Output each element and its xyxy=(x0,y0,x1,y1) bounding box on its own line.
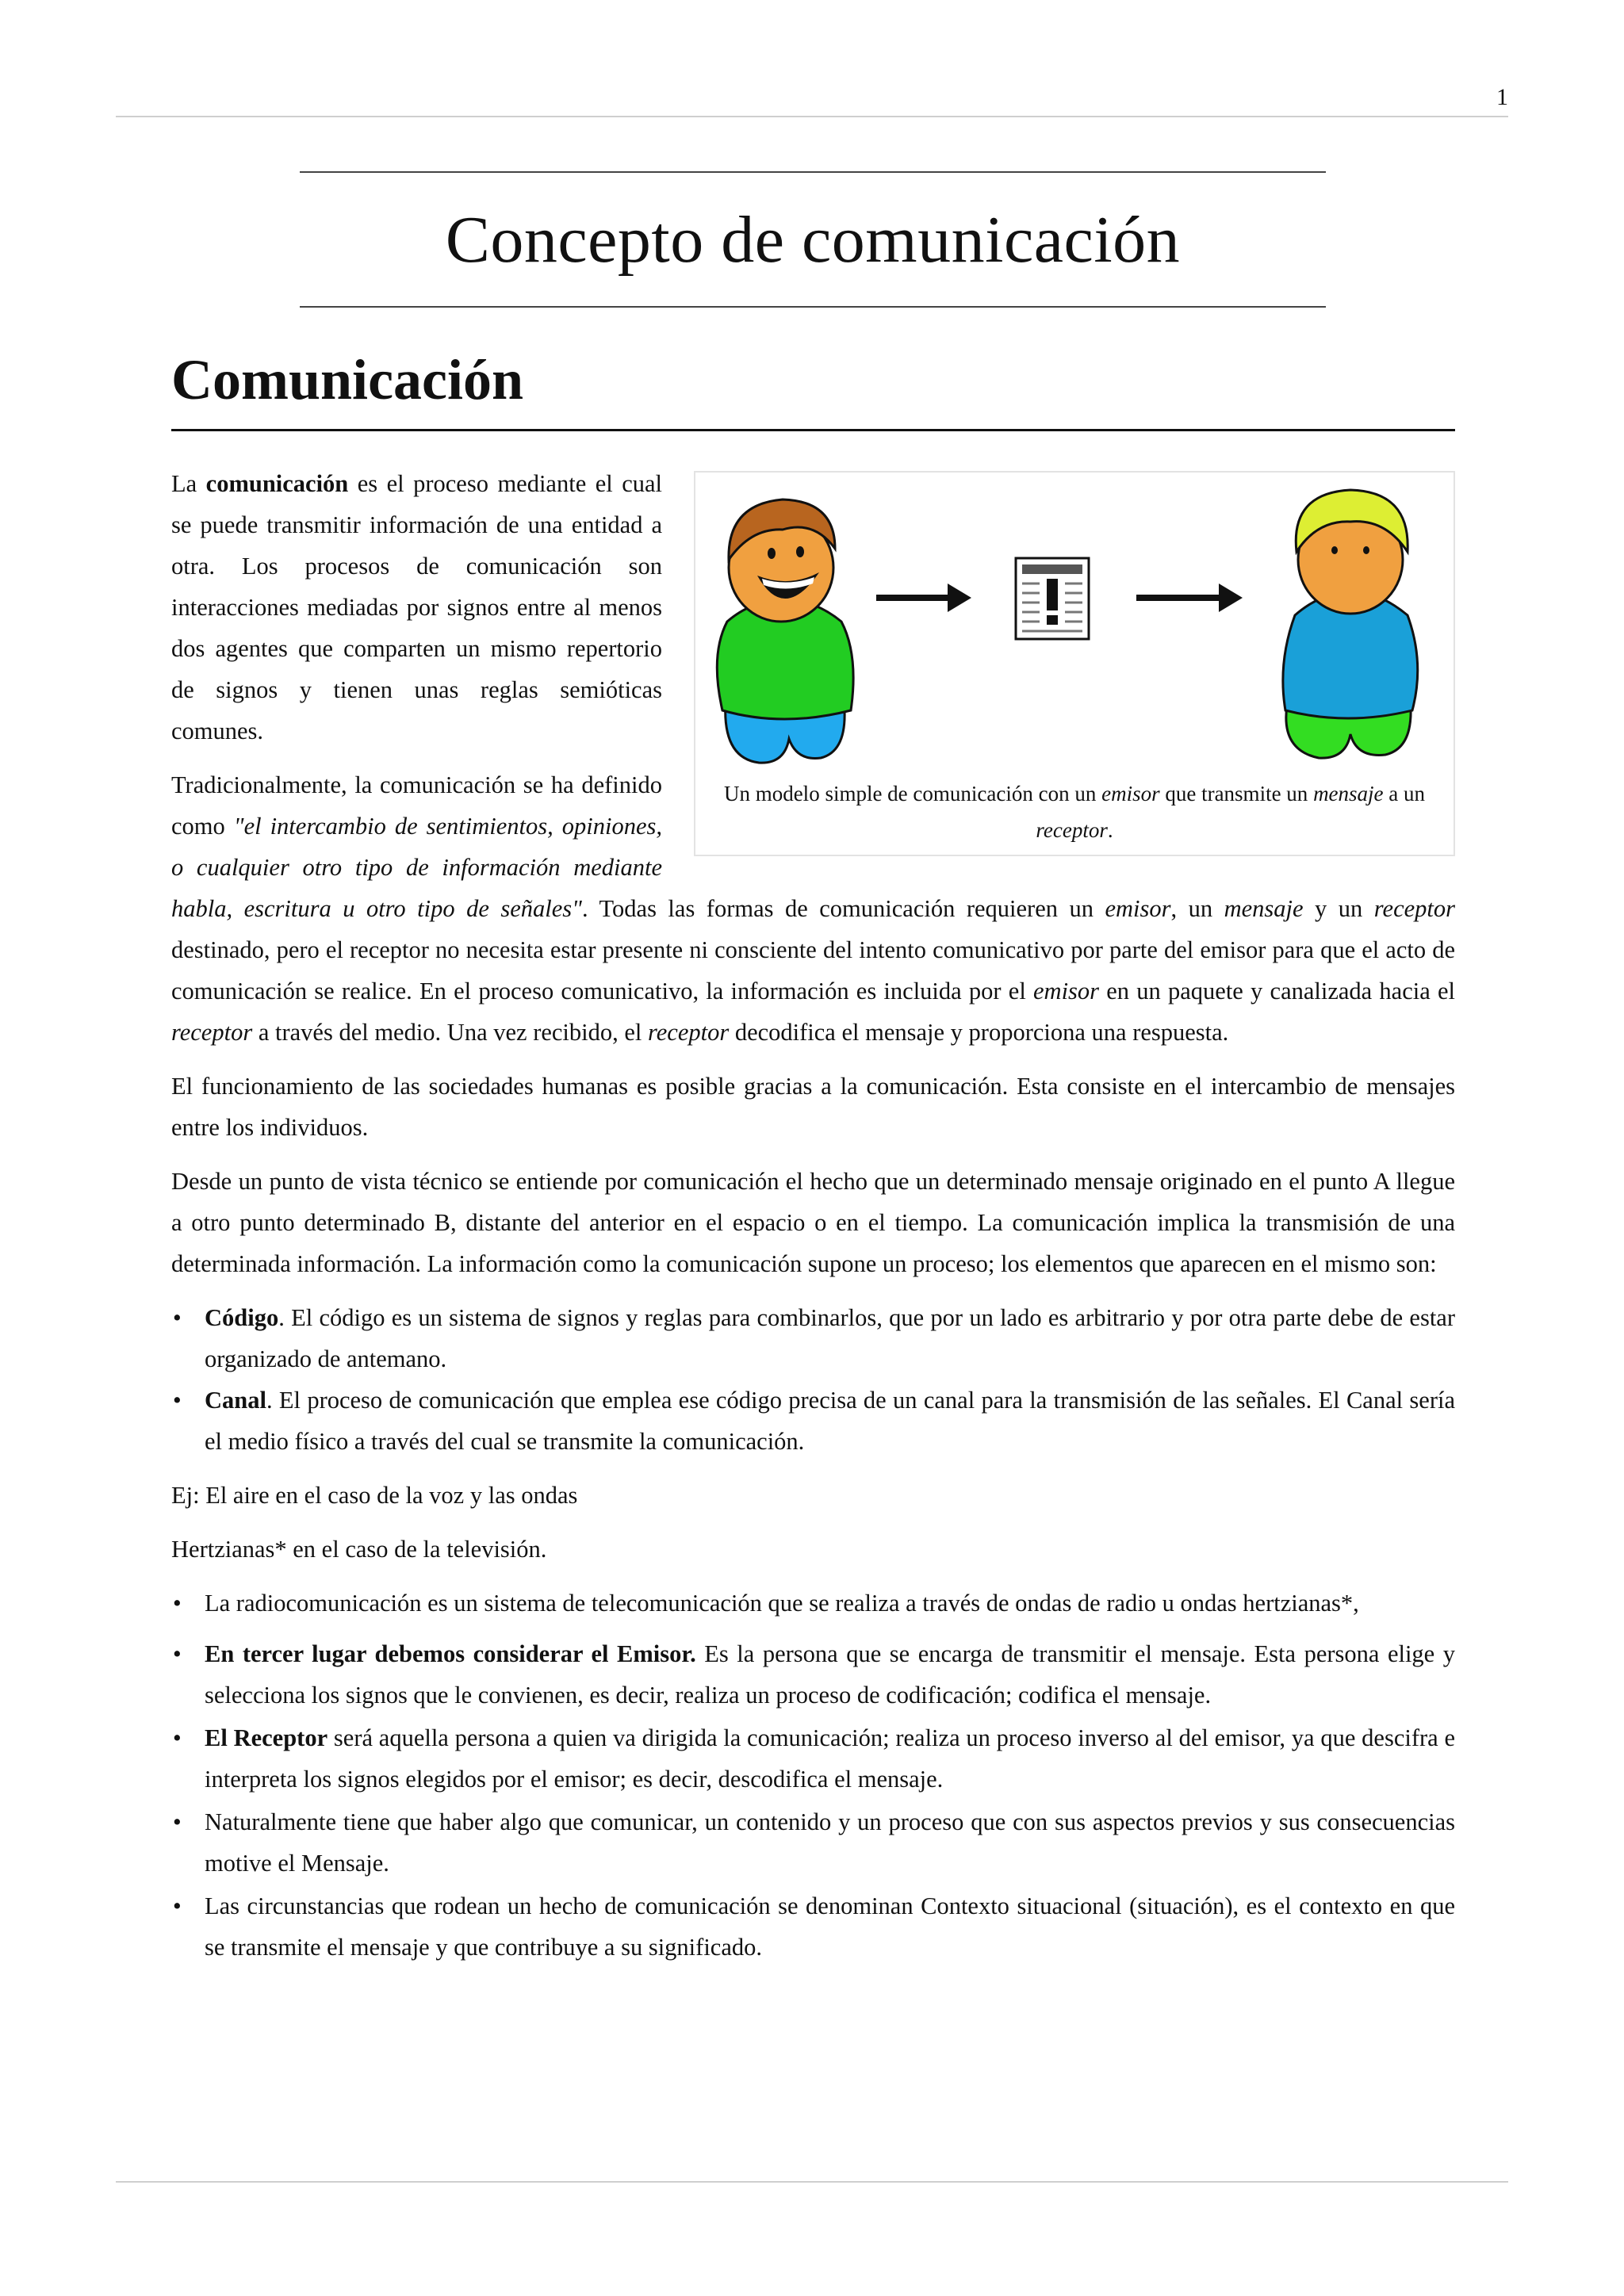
text-run: y un xyxy=(1303,895,1374,922)
receiver-eye-right xyxy=(1363,546,1369,554)
paragraph-hertzian: Hertzianas* en el caso de la televisión. xyxy=(171,1536,547,1563)
list-item-text: Las circunstancias que rodean un hecho de comunicación se denominan Contexto situacional (situación), es el contexto en que se transmite el mensaje y que contribuye a su significado. xyxy=(205,1892,1455,1961)
paragraph-technical: Desde un punto de vista técnico se entiende por comunicación el hecho que un determinado mensaje originado en el punto A llegue a otro punto determinado B, distante del anterior en el espacio o en el tiempo. La comunicación implica la transmisión de una determinada información. La información como la comunicación supone un proceso; los elementos que aparecen en el mismo son: xyxy=(171,1168,1455,1277)
italic-term: emisor xyxy=(1105,895,1171,922)
list-item-text: La radiocomunicación es un sistema de telecomunicación que se realiza a través de ondas de radio u ondas hertzianas*, xyxy=(205,1590,1359,1617)
receiver-eye-left xyxy=(1331,546,1338,554)
caption-text: . xyxy=(1107,818,1113,842)
list-item-bold: Código xyxy=(205,1304,279,1331)
caption-text: que transmite un xyxy=(1159,782,1314,806)
article-content xyxy=(171,463,1455,1980)
list-item-text: será aquella persona a quien va dirigida la comunicación; realiza un proceso inverso al del emisor, ya que descifra e interpreta los signos elegidos por el emisor; es decir, descodifica el mensaje. xyxy=(205,1724,1455,1793)
bold-term: comunicación xyxy=(205,470,349,497)
caption-text: Un modelo simple de comunicación con un xyxy=(723,782,1102,806)
receiver-character xyxy=(1283,490,1418,758)
caption-emphasis: receptor xyxy=(1036,818,1108,842)
arrow-right-icon xyxy=(876,584,971,612)
figure-caption xyxy=(711,775,1438,848)
italic-term: receptor xyxy=(171,1019,253,1046)
message-document-icon xyxy=(1016,558,1089,639)
list-item xyxy=(205,1582,1455,1624)
italic-term: mensaje xyxy=(1224,895,1304,922)
text-run: en un paquete y canalizada hacia el xyxy=(1099,978,1455,1004)
communication-model-illustration xyxy=(695,473,1454,774)
text-run: decodifica el mensaje y proporciona una respuesta. xyxy=(729,1019,1229,1046)
list-item xyxy=(205,1297,1455,1380)
caption-emphasis: mensaje xyxy=(1313,782,1384,806)
section-heading: Comunicación xyxy=(171,349,1455,431)
paragraph-societies: El funcionamiento de las sociedades humanas es posible gracias a la comunicación. Esta consiste en el intercambio de mensajes entre los individuos. xyxy=(171,1073,1455,1141)
title-box xyxy=(300,171,1326,308)
text-run: es el proceso mediante el cual se puede transmitir información de una entidad a otra. Los procesos de comunicación son interacciones mediadas por signos entre al menos dos agentes que comparten un mismo repertorio de signos y tienen unas reglas semióticas comunes. xyxy=(171,470,662,744)
caption-emphasis: emisor xyxy=(1101,782,1160,806)
page-number: 1 xyxy=(1496,84,1508,110)
italic-quote: "el intercambio de sentimientos, opiniones, o cualquier otro tipo de información mediante habla, escritura u otro tipo de señales" xyxy=(171,813,662,922)
text-run: a través del medio. Una vez recibido, el xyxy=(252,1019,649,1046)
list-item-text: . El código es un sistema de signos y reglas para combinarlos, que por un lado es arbitrario y por otra parte debe de estar organizado de antemano. xyxy=(205,1304,1455,1372)
list-item-bold: El Receptor xyxy=(205,1724,328,1751)
header-rule xyxy=(116,116,1508,117)
caption-text: a un xyxy=(1383,782,1426,806)
list-item xyxy=(205,1380,1455,1462)
italic-term: receptor xyxy=(648,1019,730,1046)
list-item-text: Naturalmente tiene que haber algo que comunicar, un contenido y un proceso que con sus aspectos previos y sus consecuencias motive el Mensaje. xyxy=(205,1808,1455,1877)
text-run: Tradicionalmente, la comunicación se ha definido como xyxy=(171,771,662,840)
text-run: . Todas las formas de comunicación requieren un xyxy=(581,895,1105,922)
list-item-bold: En tercer lugar debemos considerar el Emisor. xyxy=(205,1640,696,1667)
list-item-text: Es la persona que se encarga de transmitir el mensaje. Esta persona elige y selecciona los signos que le convienen, es decir, realiza un proceso de codificación; codifica el mensaje. xyxy=(205,1640,1455,1709)
italic-term: receptor xyxy=(1373,895,1455,922)
sender-character xyxy=(717,499,853,763)
text-run: , un xyxy=(1170,895,1224,922)
paragraph-example: Ej: El aire en el caso de la voz y las ondas xyxy=(171,1482,578,1509)
footer-rule xyxy=(116,2181,1508,2183)
text-run: destinado, pero el receptor no necesita estar presente ni consciente del intento comunicativo por parte del emisor para que el acto de comunicación se realice. En el proceso comunicativo, la información es incluida por el xyxy=(171,936,1455,1004)
sender-eye-right xyxy=(796,546,804,557)
arrow-right-icon xyxy=(1136,584,1243,612)
list-item-text: . El proceso de comunicación que emplea ese código precisa de un canal para la transmisión de las señales. El Canal sería el medio físico a través del cual se transmite la comunicación. xyxy=(205,1387,1455,1455)
list-item xyxy=(205,1633,1455,1716)
italic-term: emisor xyxy=(1033,978,1100,1004)
document-title: Concepto de comunicación xyxy=(445,202,1181,277)
elements-list xyxy=(171,1297,1455,1462)
list-item xyxy=(205,1885,1455,1968)
list-item xyxy=(205,1717,1455,1800)
list-item-bold: Canal xyxy=(205,1387,266,1414)
text-run: La xyxy=(171,470,206,497)
list-item xyxy=(205,1801,1455,1884)
elements-list-continued xyxy=(171,1582,1455,1968)
sender-eye-left xyxy=(768,548,776,559)
communication-figure xyxy=(694,471,1455,856)
